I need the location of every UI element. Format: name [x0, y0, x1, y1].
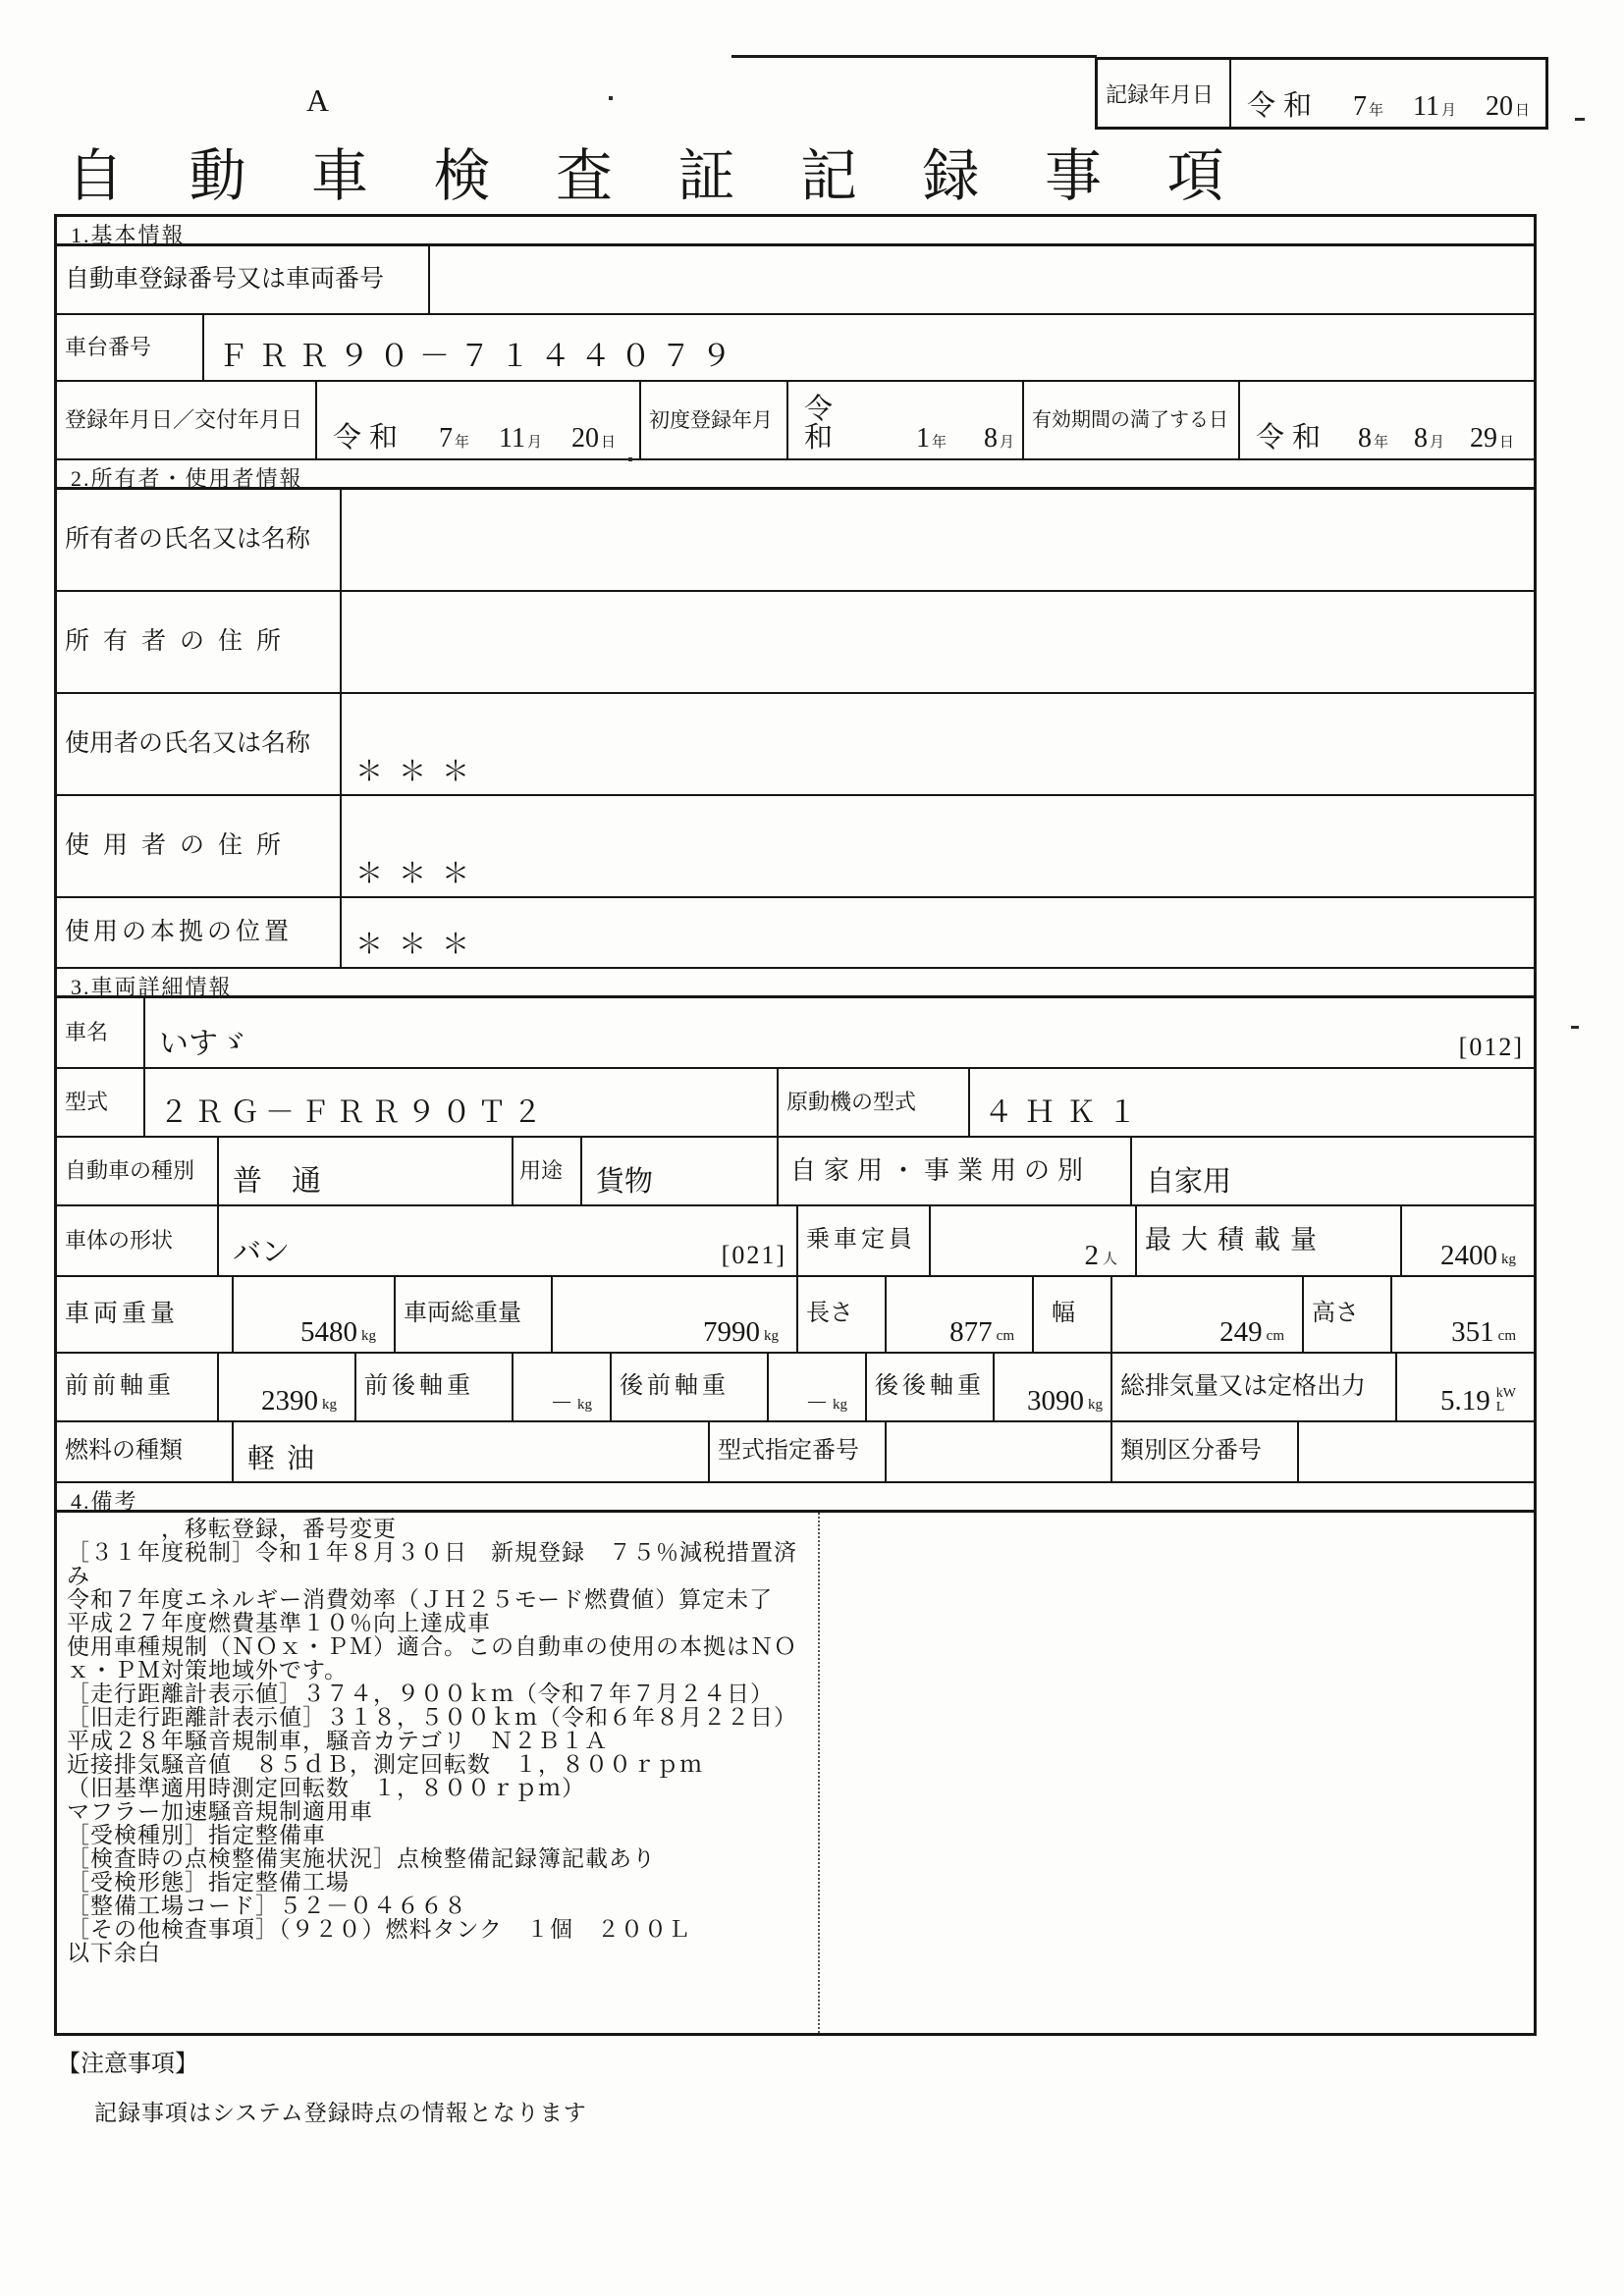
axle-front-rear-value: － kg	[514, 1354, 612, 1420]
scan-speck	[1575, 118, 1585, 121]
length-value: 877 cm	[887, 1277, 1034, 1352]
expiry-month: 8 月	[1414, 423, 1445, 454]
capacity-label: 乗車定員	[798, 1206, 931, 1275]
class-number-value	[1299, 1422, 1534, 1481]
chassis-number-value: ＦＲＲ９０－７１４４０７９	[218, 339, 741, 373]
use-label: 用途	[514, 1138, 582, 1204]
displacement-label: 総排気量又は定格出力	[1112, 1354, 1397, 1420]
owner-name-label: 所有者の氏名又は名称	[57, 490, 342, 590]
section-basic-info: 1.基本情報	[57, 217, 1534, 246]
era-text: 令和	[804, 394, 841, 454]
vehicle-name-code: [012]	[1458, 1033, 1524, 1061]
first-registration-month: 8 月	[983, 423, 1014, 454]
chassis-number-label: 車台番号	[57, 315, 204, 380]
owner-name-row	[57, 490, 1534, 592]
type-certification-number-label: 型式指定番号	[710, 1422, 887, 1481]
axle-rear-front-label: 後前軸重	[612, 1354, 769, 1420]
displacement-value: 5.19 kW L	[1440, 1385, 1516, 1416]
remarks-line: ［３１年度税制］令和１年８月３０日 新規登録 ７５％減税措置済	[67, 1540, 797, 1565]
fuel-type-value: 軽油	[234, 1422, 710, 1481]
owner-name-value	[342, 490, 1534, 590]
registration-number-label: 自動車登録番号又は車両番号	[57, 246, 430, 313]
engine-model-value: ４ＨＫ１	[984, 1096, 1149, 1129]
axle-front-front-value: 2390 kg	[219, 1354, 356, 1420]
remarks-line: ［受検形態］指定整備工場	[67, 1870, 350, 1895]
registration-date-year: 7 年	[439, 423, 470, 454]
weight-dimensions-row	[57, 1277, 1534, 1354]
height-label: 高さ	[1304, 1277, 1392, 1352]
record-date-year: 7 年	[1353, 91, 1384, 122]
model-value: ２ＲＧ－ＦＲＲ９０Ｔ２	[145, 1069, 779, 1136]
vehicle-weight-label: 車両重量	[57, 1277, 234, 1352]
width-label: 幅	[1034, 1277, 1112, 1352]
gross-weight-value: 7990 kg	[553, 1277, 798, 1352]
section-remarks: 4.備考	[57, 1483, 1534, 1513]
remarks-line: 平成２８年騒音規制車，騒音カテゴリ Ｎ２Ｂ１Ａ	[67, 1729, 609, 1753]
axle-weights-row	[57, 1354, 1534, 1422]
body-shape-code: [021]	[721, 1241, 786, 1269]
fuel-type-label: 燃料の種類	[57, 1422, 234, 1481]
axle-front-front-label: 前前軸重	[57, 1354, 219, 1420]
notice-heading: 【注意事項】	[57, 2052, 198, 2077]
user-address-label: 使用者の住所	[57, 796, 342, 896]
record-date-value	[1231, 60, 1545, 127]
user-name-value: ＊＊＊	[355, 757, 486, 787]
user-address-row	[57, 796, 1534, 898]
body-shape-value: バン	[233, 1237, 291, 1268]
use-value: 貨物	[582, 1138, 779, 1204]
fuel-row	[57, 1422, 1534, 1483]
vehicle-name-row	[57, 998, 1534, 1069]
remarks-line: ｘ・ＰＭ対策地域外です。	[67, 1658, 349, 1682]
registration-date-label: 登録年月日／交付年月日	[57, 382, 317, 458]
notice-body: 記録事項はシステム登録時点の情報となります	[94, 2101, 587, 2125]
scan-speck	[628, 457, 632, 461]
expiry-year: 8 年	[1358, 423, 1389, 454]
remarks-line: 平成２７年度燃費基準１０％向上達成車	[67, 1611, 491, 1635]
vehicle-weight-value: 5480 kg	[234, 1277, 396, 1352]
user-name-row	[57, 694, 1534, 796]
record-date-box	[1095, 57, 1548, 130]
first-registration-year: 1 年	[915, 423, 947, 454]
model-row	[57, 1069, 1534, 1138]
capacity-value: 2 人	[931, 1206, 1137, 1275]
scan-line-artifact	[731, 55, 1097, 58]
expiry-date-label: 有効期間の満了する日	[1024, 382, 1240, 458]
body-shape-cell	[219, 1206, 798, 1275]
remarks-line: ，移転登録，番号変更	[67, 1517, 397, 1541]
vehicle-name-cell	[145, 998, 1534, 1067]
era-text: 令和	[1256, 422, 1329, 454]
registration-number-value	[430, 246, 1534, 313]
axle-rear-rear-label: 後後軸重	[867, 1354, 995, 1420]
private-business-value: 自家用	[1146, 1166, 1232, 1198]
model-label: 型式	[57, 1069, 145, 1136]
length-label: 長さ	[798, 1277, 887, 1352]
first-registration-label: 初度登録年月	[641, 382, 788, 458]
scan-speck	[609, 96, 613, 100]
axle-rear-front-value: － kg	[769, 1354, 867, 1420]
max-load-label: 最大積載量	[1137, 1206, 1402, 1275]
remarks-line: ［走行距離計表示値］３７４，９００ｋｍ（令和７年７月２４日）	[67, 1682, 774, 1706]
base-location-label: 使用の本拠の位置	[57, 898, 342, 967]
remarks-line: 以下余白	[67, 1941, 161, 1965]
dates-row	[57, 382, 1534, 460]
owner-address-row	[57, 592, 1534, 694]
vehicle-name-label: 車名	[57, 998, 145, 1067]
base-location-value: ＊＊＊	[355, 930, 486, 960]
remarks-line: 使用車種規制（ＮＯｘ・ＰＭ）適合。この自動車の使用の本拠はＮＯ	[67, 1634, 797, 1659]
main-table	[54, 214, 1537, 2036]
displacement-units: kW L	[1495, 1385, 1516, 1415]
era-text: 令和	[333, 422, 406, 454]
first-registration-value	[788, 382, 1024, 458]
width-value: 249 cm	[1112, 1277, 1304, 1352]
remarks-line: （旧基準適用時測定回転数 １，８００ｒｐｍ）	[67, 1776, 585, 1800]
record-date-label: 記録年月日	[1098, 60, 1231, 127]
body-shape-row	[57, 1206, 1534, 1277]
registration-date-day: 20 日	[571, 423, 617, 454]
engine-model-label: 原動機の型式	[779, 1069, 970, 1136]
axle-rear-rear-value: 3090 kg	[995, 1354, 1112, 1420]
remarks-line: 令和７年度エネルギー消費効率（ＪＨ２５モード燃費値）算定未了	[67, 1587, 774, 1612]
height-value: 351 cm	[1451, 1316, 1516, 1348]
user-address-value: ＊＊＊	[355, 859, 486, 889]
owner-address-label: 所有者の住所	[57, 592, 342, 692]
remarks-line: 近接排気騒音値 ８５ｄＢ，測定回転数 １，８００ｒｐｍ	[67, 1752, 703, 1777]
registration-number-row	[57, 246, 1534, 315]
remarks-line: ［旧走行距離計表示値］３１８，５００ｋｍ（令和６年８月２２日）	[67, 1705, 797, 1730]
remarks-line: ［整備工場コード］５２－０４６６８	[67, 1894, 467, 1918]
base-location-row	[57, 898, 1534, 969]
remarks-line: み	[67, 1564, 90, 1588]
expiry-day: 29 日	[1470, 423, 1515, 454]
remarks-line: ［その他検査事項］（９２０）燃料タンク １個 ２００Ｌ	[67, 1917, 692, 1942]
category-label: 自動車の種別	[57, 1138, 219, 1204]
page-marker-a: A	[306, 82, 330, 118]
registration-date-value	[317, 382, 641, 458]
category-value: 普 通	[219, 1138, 514, 1204]
era-text: 令和	[1247, 90, 1321, 122]
remarks-line: ［受検種別］指定整備車	[67, 1823, 326, 1847]
body-shape-label: 車体の形状	[57, 1206, 219, 1275]
user-name-label: 使用者の氏名又は名称	[57, 694, 342, 794]
remarks-line: マフラー加速騒音規制適用車	[67, 1799, 373, 1824]
remarks-line: ［検査時の点検整備実施状況］点検整備記録簿記載あり	[67, 1846, 656, 1871]
vehicle-name-value: いすゞ	[159, 1028, 247, 1060]
class-number-label: 類別区分番号	[1112, 1422, 1299, 1481]
type-certification-number-value	[887, 1422, 1112, 1481]
max-load-value: 2400 kg	[1440, 1240, 1516, 1271]
remarks-box	[57, 1513, 1534, 2033]
section-vehicle-details: 3.車両詳細情報	[57, 969, 1534, 998]
scan-speck	[1571, 1026, 1579, 1029]
category-row	[57, 1138, 1534, 1206]
registration-date-month: 11 月	[499, 423, 543, 454]
expiry-date-value	[1240, 382, 1534, 458]
section-owner-user-info: 2.所有者・使用者情報	[57, 460, 1534, 490]
chassis-number-row	[57, 315, 1534, 382]
record-date-day: 20 日	[1486, 91, 1531, 122]
page-title: 自 動 車 検 査 証 記 録 事 項	[67, 144, 1250, 208]
record-date-month: 11 月	[1413, 91, 1457, 122]
owner-address-value	[342, 592, 1534, 692]
gross-weight-label: 車両総重量	[396, 1277, 553, 1352]
private-business-label: 自家用・事業用の別	[779, 1138, 1132, 1204]
axle-front-rear-label: 前後軸重	[356, 1354, 514, 1420]
